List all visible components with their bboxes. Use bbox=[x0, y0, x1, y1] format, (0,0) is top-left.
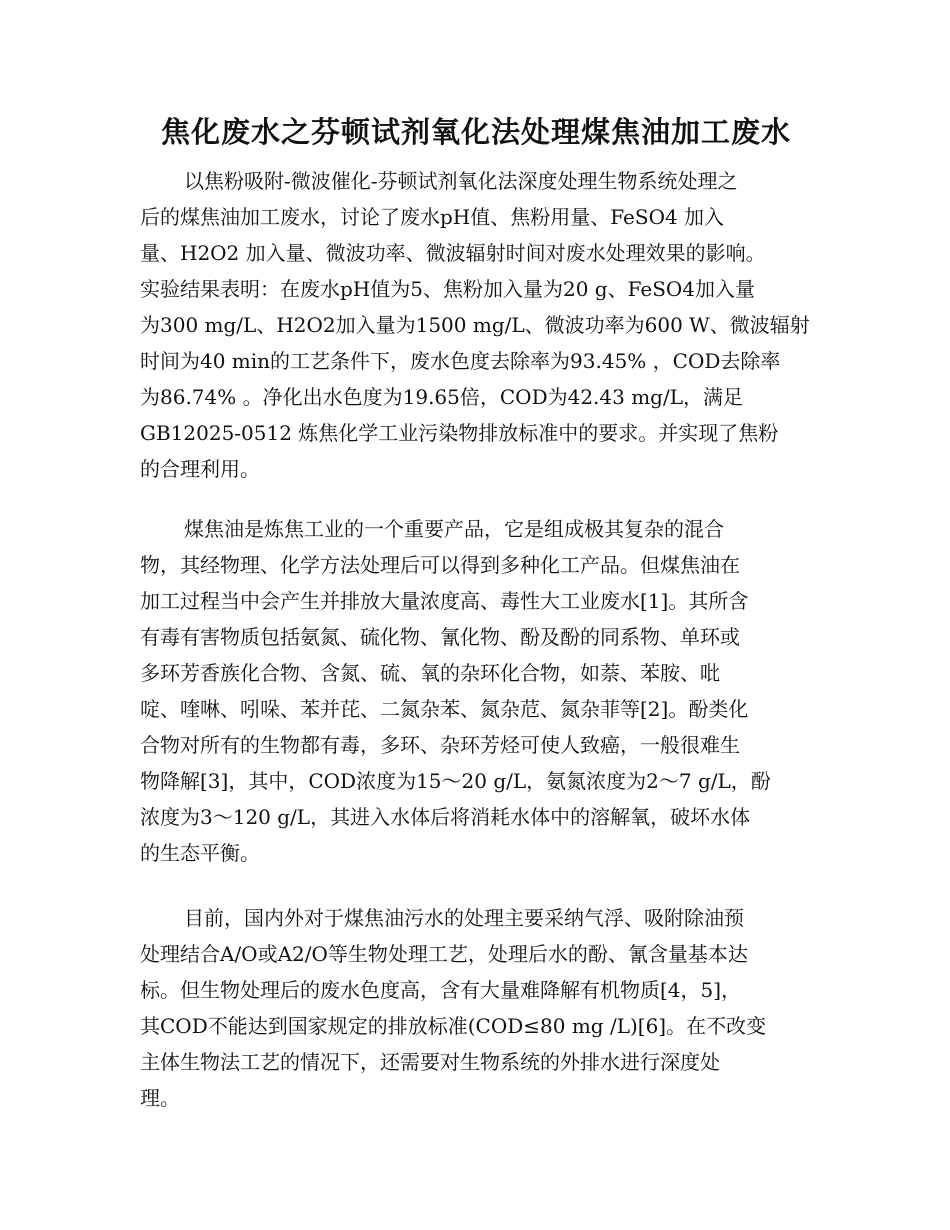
paragraph-line: 主体生物法工艺的情况下，还需要对生物系统的外排水进行深度处 bbox=[140, 1050, 720, 1074]
paragraph-line: 的合理利用。 bbox=[140, 457, 260, 481]
document-title: 焦化废水之芬顿试剂氧化法处理煤焦油加工废水 bbox=[160, 115, 791, 149]
paragraph-line: 标。但生物处理后的废水色度高，含有大量难降解有机物质[4，5]， bbox=[140, 978, 742, 1002]
body-paragraph-treatment bbox=[140, 900, 812, 1116]
paragraph-line: 浓度为3～120 g/L，其进入水体后将消耗水体中的溶解氧，破坏水体 bbox=[140, 805, 751, 829]
paragraph-line: 物降解[3]，其中，COD浓度为15～20 g/L，氨氮浓度为2～7 g/L，酚 bbox=[140, 769, 771, 793]
paragraph-line: 目前，国内外对于煤焦油污水的处理主要采纳气浮、吸附除油预 bbox=[184, 906, 744, 930]
paragraph-line: 实验结果表明：在废水pH值为5、焦粉加入量为20 g、FeSO4加入量 bbox=[140, 277, 756, 301]
paragraph-line: 其COD不能达到国家规定的排放标准(COD≤80 mg /L)[6]。在不改变 bbox=[140, 1014, 767, 1038]
paragraph-line: 理。 bbox=[140, 1086, 180, 1110]
paragraph-line: 为300 mg/L、H2O2加入量为1500 mg/L、微波功率为600 W、微波辐射 bbox=[140, 313, 810, 337]
paragraph-line: 啶、喹啉、吲哚、苯并芘、二氮杂苯、氮杂苊、氮杂菲等[2]。酚类化 bbox=[140, 697, 749, 721]
paragraph-line: 物，其经物理、化学方法处理后可以得到多种化工产品。但煤焦油在 bbox=[140, 553, 740, 577]
abstract-paragraph bbox=[140, 163, 812, 487]
paragraph-line: 为86.74% 。净化出水色度为19.65倍，COD为42.43 mg/L，满足 bbox=[140, 385, 744, 409]
paragraph-line: 以焦粉吸附-微波催化-芬顿试剂氧化法深度处理生物系统处理之 bbox=[184, 169, 738, 193]
paragraph-line: GB12025-0512 炼焦化学工业污染物排放标准中的要求。并实现了焦粉 bbox=[140, 421, 779, 445]
paragraph-line: 多环芳香族化合物、含氮、硫、氧的杂环化合物，如萘、苯胺、吡 bbox=[140, 661, 720, 685]
body-paragraph-coal-tar bbox=[140, 511, 812, 871]
paragraph-line: 煤焦油是炼焦工业的一个重要产品，它是组成极其复杂的混合 bbox=[184, 517, 724, 541]
paragraph-line: 的生态平衡。 bbox=[140, 841, 260, 865]
paragraph-line: 量、H2O2 加入量、微波功率、微波辐射时间对废水处理效果的影响。 bbox=[140, 241, 766, 265]
paragraph-line: 合物对所有的生物都有毒，多环、杂环芳烃可使人致癌，一般很难生 bbox=[140, 733, 740, 757]
paragraph-line: 处理结合A/O或A2/O等生物处理工艺，处理后水的酚、氰含量基本达 bbox=[140, 942, 748, 966]
paragraph-line: 后的煤焦油加工废水，讨论了废水pH值、焦粉用量、FeSO4 加入 bbox=[140, 205, 725, 229]
paragraph-line: 有毒有害物质包括氨氮、硫化物、氰化物、酚及酚的同系物、单环或 bbox=[140, 625, 740, 649]
paragraph-line: 时间为40 min的工艺条件下，废水色度去除率为93.45% ，COD去除率 bbox=[140, 349, 781, 373]
paragraph-line: 加工过程当中会产生并排放大量浓度高、毒性大工业废水[1]。其所含 bbox=[140, 589, 749, 613]
